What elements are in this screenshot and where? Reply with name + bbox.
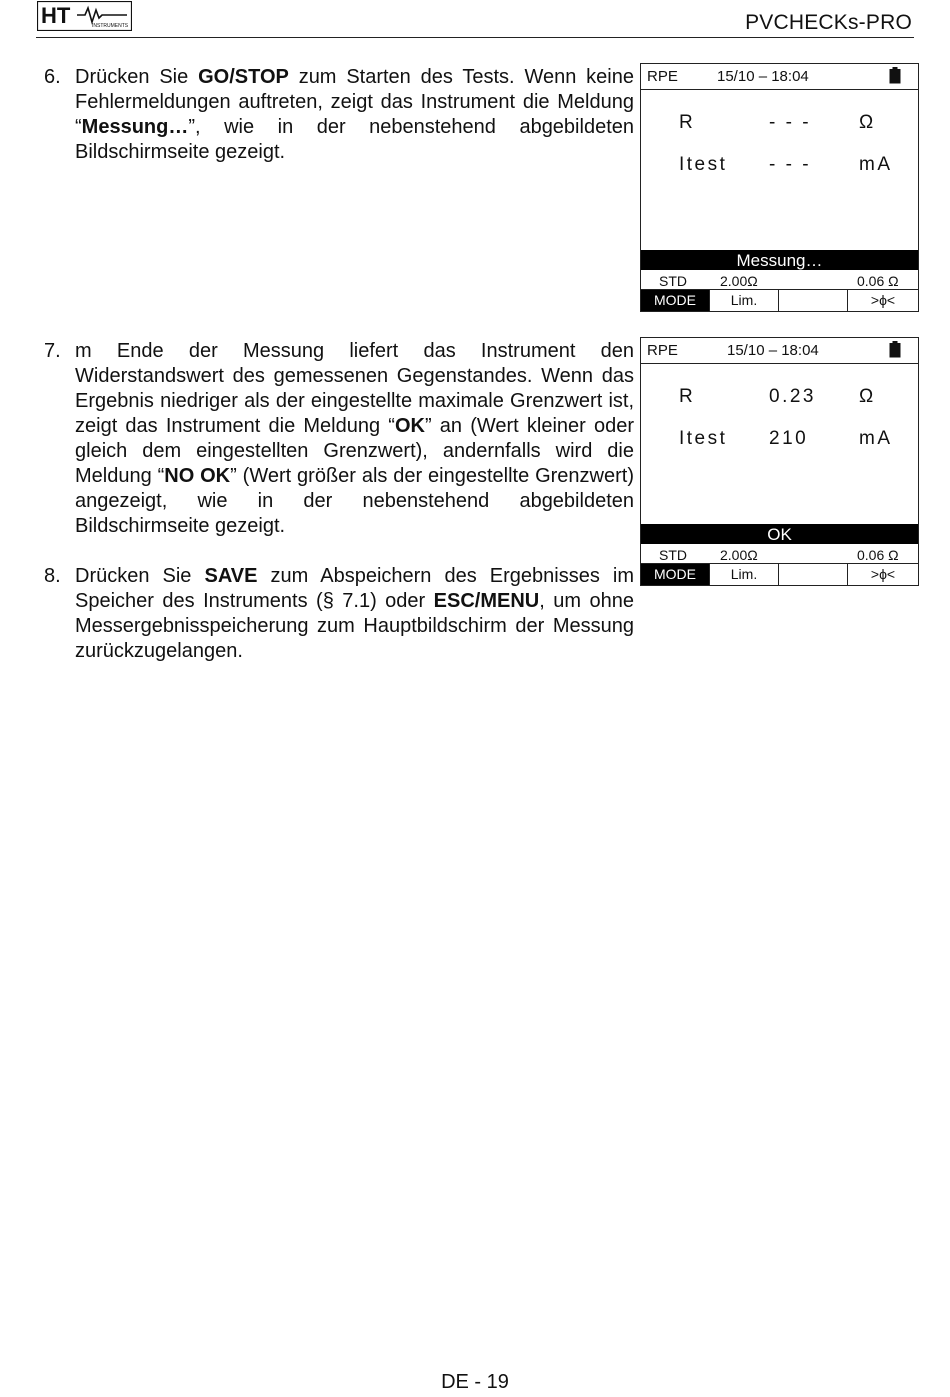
step-number: 7. [44,340,61,362]
step-8 [44,564,634,664]
text-run: m Ende der Messung liefert das Instrument den Widerstandswert des gemessenen Gegenstandes. Wenn das Ergebnis niedriger als der eingestellte maximale Grenzwert ist, zeigt das Instrument die Meldung “ [75,340,634,437]
measure-label: R [679,386,696,407]
bold-term: OK [394,415,425,437]
empty-softkey[interactable] [779,290,848,311]
text-run: zum Starten des Tests. Wenn keine Fehlermeldungen auftreten, zeigt das Instrument die Meldung “ [75,66,634,138]
logo-subtext: INSTRUMENTS [92,23,129,29]
bold-term: Messung… [81,116,189,138]
bold-term: ESC/MENU [433,590,540,612]
text-run: Drücken Sie [75,565,205,587]
function-label: RPE [647,342,678,359]
softkey-bar [641,563,918,585]
status-message: OK [641,524,918,544]
measure-unit: Ω [859,112,876,133]
softkey-bar [641,289,918,311]
datetime: 15/10 – 18:04 [727,342,819,359]
measure-label: Itest [679,428,728,449]
offset-value: 0.06 Ω [857,547,899,563]
measure-unit: mA [859,154,893,175]
bold-term: SAVE [204,565,258,587]
battery-icon [889,341,901,358]
screen-title-bar [641,64,918,90]
logo-text: HT [41,3,71,28]
document-title: PVCHECKs-PRO [745,11,912,34]
mode-value: STD [659,273,687,289]
measure-value: - - - [769,112,812,133]
measure-value: 210 [769,428,809,449]
limit-value: 2.00Ω [720,547,758,563]
mode-value: STD [659,547,687,563]
instrument-screen-measuring [640,63,919,312]
bold-term: NO OK [164,465,231,487]
measure-value: 0.23 [769,386,816,407]
step-number: 6. [44,66,61,88]
measure-unit: Ω [859,386,876,407]
text-run: , um ohne Messergebnisspeicherung zum Hauptbildschirm der Messung zurückzugelangen. [75,590,634,662]
battery-icon [889,67,901,84]
measure-label: Itest [679,154,728,175]
settings-row [641,271,918,290]
mode-softkey[interactable]: MODE [641,290,710,311]
instrument-screen-result [640,337,919,586]
step-text [75,65,634,165]
text-run: Drücken Sie [75,66,199,88]
step-text [75,339,634,539]
screen-title-bar [641,338,918,364]
text-run: ”, wie in der nebenstehend abgebildeten Bildschirmseite gezeigt. [75,116,634,163]
limit-softkey[interactable]: Lim. [710,290,779,311]
settings-row [641,545,918,564]
text-run: ” an (Wert kleiner oder gleich dem eingestellten Grenzwert), andernfalls wird die Meldung “ [75,415,635,487]
measure-label: R [679,112,696,133]
zero-offset-softkey[interactable]: >ϕ< [870,292,896,308]
offset-value: 0.06 Ω [857,273,899,289]
ht-instruments-logo [37,1,132,31]
measure-value: - - - [769,154,812,175]
limit-value: 2.00Ω [720,273,758,289]
function-label: RPE [647,68,678,85]
limit-softkey[interactable]: Lim. [710,564,779,585]
page-number: DE - 19 [441,1371,509,1393]
step-7 [44,339,634,539]
status-message: Messung… [641,250,918,270]
header-divider [36,37,914,38]
step-text [75,564,634,664]
datetime: 15/10 – 18:04 [717,68,809,85]
step-6 [44,65,634,165]
text-run: ” (Wert größer als der eingestellte Grenzwert) angezeigt, wie in der nebenstehend abgebildeten Bildschirmseite gezeigt. [75,465,634,537]
bold-term: GO/STOP [198,66,289,88]
mode-softkey[interactable]: MODE [641,564,710,585]
empty-softkey[interactable] [779,564,848,585]
zero-offset-softkey[interactable]: >ϕ< [870,566,896,582]
step-number: 8. [44,565,61,587]
measure-unit: mA [859,428,893,449]
text-run: zum Abspeichern des Ergebnisses im Speicher des Instruments (§ 7.1) oder [75,565,634,612]
